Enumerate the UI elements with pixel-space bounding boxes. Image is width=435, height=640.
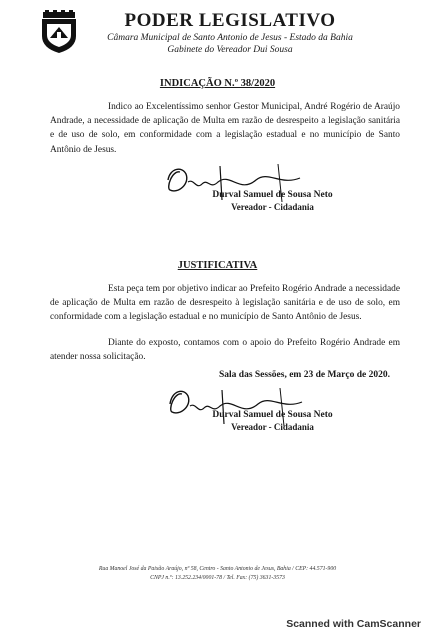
header-title: PODER LEGISLATIVO	[124, 10, 336, 31]
coat-of-arms-icon	[38, 10, 80, 54]
justification-paragraph-2: Diante do exposto, contamos com o apoio do Prefeito Rogério Andrade em atender nossa solicitação.	[50, 338, 400, 363]
justification-title: JUSTIFICATIVA	[177, 260, 258, 271]
justification-paragraph-1: Esta peça tem por objetivo indicar ao Prefeito Rogério Andrade a necessidade de aplicação de Multa em razão de desrespeito à legislação sanitária e de uso de solo, em conformidade com a legislação estadual e no município de Santo Antônio de Jesus.	[50, 284, 400, 323]
footer-contact: CNPJ n.º: 13.252.234/0001-78 / Tel. Fax: (75) 3631-3573	[150, 575, 285, 581]
document-footer	[0, 565, 435, 583]
camscanner-watermark: Scanned with CamScanner	[286, 618, 421, 630]
signer2-role: Vereador - Cidadania	[231, 422, 314, 432]
header-office-line: Gabinete do Vereador Dui Sousa	[167, 45, 293, 55]
signer-role: Vereador - Cidadania	[231, 202, 314, 212]
signer2-name: Durval Samuel de Sousa Neto	[212, 410, 333, 420]
signer-name: Durval Samuel de Sousa Neto	[212, 190, 333, 200]
indication-title: INDICAÇÃO N.º 38/2020	[159, 78, 276, 89]
place-and-date: Sala das Sessões, em 23 de Março de 2020.	[219, 370, 390, 380]
footer-address: Rua Manoel José da Paixão Araújo, nº 58, Centro - Santo Antonio de Jesus, Bahia / CEP: 44.571-900	[98, 566, 337, 572]
header-chamber-line: Câmara Municipal de Santo Antonio de Jesus - Estado da Bahia	[107, 33, 353, 43]
indication-paragraph: Indico ao Excelentíssimo senhor Gestor Municipal, André Rogério de Araújo Andrade, a necessidade de aplicação de Multa em razão de desrespeito a legislação sanitária e de uso de solo, em conformidade com a legislação estadual e no município de Santo Antônio de Jesus.	[50, 102, 400, 155]
letterhead	[80, 10, 380, 56]
